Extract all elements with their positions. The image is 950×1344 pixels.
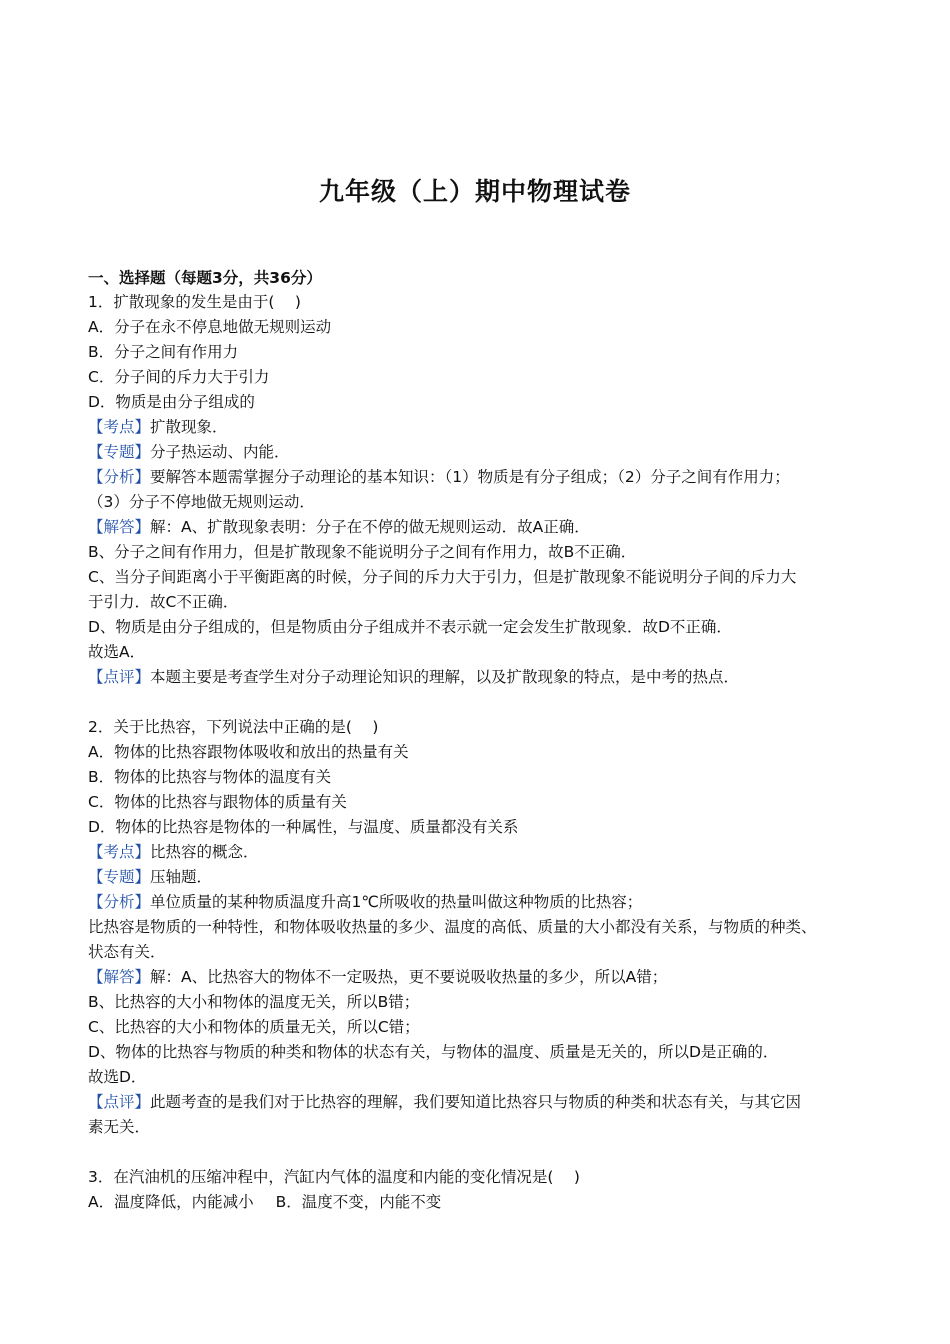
kaodian-tag: 【考点】	[88, 843, 151, 861]
dianping-text: 此题考查的是我们对于比热容的理解，我们要知道比热容只与物质的种类和状态有关，与其它因	[150, 1093, 802, 1111]
q1-kaodian	[88, 415, 878, 440]
q2-option-c: C．物体的比热容与跟物体的质量有关	[88, 793, 347, 811]
jieda-tag: 【解答】	[88, 968, 151, 986]
zhuanti-text: 压轴题．	[150, 868, 213, 886]
q1-dianping	[88, 665, 878, 690]
q1-jieda	[88, 515, 878, 540]
q2-jieda-c: C、比热容的大小和物体的质量无关，所以C错；	[88, 1018, 420, 1036]
question-content	[88, 290, 878, 1215]
dianping-text: 本题主要是考查学生对分子动理论知识的理解，以及扩散现象的特点，是中考的热点．	[150, 668, 740, 686]
q2-jieda-b: B、比热容的大小和物体的温度无关，所以B错；	[88, 993, 420, 1011]
question-2-stem: 2．关于比热容，下列说法中正确的是( )	[88, 718, 379, 736]
q2-option-a: A．物体的比热容跟物体吸收和放出的热量有关	[88, 743, 409, 761]
spacer	[88, 690, 878, 715]
q1-option-a: A．分子在永不停息地做无规则运动	[88, 318, 332, 336]
dianping-tag: 【点评】	[88, 668, 151, 686]
q1-fenxi-cont: （3）分子不停地做无规则运动．	[88, 493, 315, 511]
q2-answer: 故选D．	[88, 1068, 147, 1086]
q2-kaodian	[88, 840, 878, 865]
zhuanti-tag: 【专题】	[88, 868, 151, 886]
fenxi-tag: 【分析】	[88, 893, 151, 911]
q1-option-b: B．分子之间有作用力	[88, 343, 239, 361]
q3-option-a: A．温度降低，内能减小	[88, 1193, 254, 1211]
q1-fenxi	[88, 465, 878, 490]
q2-option-b: B．物体的比热容与物体的温度有关	[88, 768, 332, 786]
q1-option-d: D．物质是由分子组成的	[88, 393, 255, 411]
q3-option-b: B．温度不变，内能不变	[275, 1193, 442, 1211]
question-3-stem: 3．在汽油机的压缩冲程中，汽缸内气体的温度和内能的变化情况是( )	[88, 1168, 580, 1186]
fenxi-tag: 【分析】	[88, 468, 151, 486]
kaodian-tag: 【考点】	[88, 418, 151, 436]
page-title: 九年级（上）期中物理试卷	[318, 177, 631, 206]
question-1-stem: 1．扩散现象的发生是由于( )	[88, 293, 301, 311]
zhuanti-text: 分子热运动、内能．	[150, 443, 290, 461]
jieda-text: 解：A、比热容大的物体不一定吸热，更不要说吸收热量的多少，所以A错；	[150, 968, 668, 986]
jieda-tag: 【解答】	[88, 518, 151, 536]
q1-answer: 故选A．	[88, 643, 146, 661]
jieda-text: 解：A、扩散现象表明：分子在不停的做无规则运动．故A正确．	[150, 518, 590, 536]
spacer	[88, 1140, 878, 1165]
q1-jieda-b: B、分子之间有作用力，但是扩散现象不能说明分子之间有作用力，故B不正确．	[88, 543, 637, 561]
kaodian-text: 比热容的概念．	[150, 843, 259, 861]
q2-dianping	[88, 1090, 878, 1115]
q2-dianping-cont: 素无关．	[88, 1118, 151, 1136]
q1-jieda-d: D、物质是由分子组成的，但是物质由分子组成并不表示就一定会发生扩散现象．故D不正确．	[88, 618, 732, 636]
q2-option-d: D．物体的比热容是物体的一种属性，与温度、质量都没有关系	[88, 818, 519, 836]
q1-zhuanti	[88, 440, 878, 465]
q2-fenxi-cont: 比热容是物质的一种特性，和物体吸收热量的多少、温度的高低、质量的大小都没有关系，与物质的种类、	[88, 918, 817, 936]
kaodian-text: 扩散现象．	[150, 418, 228, 436]
q2-zhuanti	[88, 865, 878, 890]
fenxi-text: 要解答本题需掌握分子动理论的基本知识：（1）物质是有分子组成；（2）分子之间有作用力；	[150, 468, 790, 486]
q2-jieda	[88, 965, 878, 990]
fenxi-text: 单位质量的某种物质温度升高1℃所吸收的热量叫做这种物质的比热容；	[150, 893, 643, 911]
zhuanti-tag: 【专题】	[88, 443, 151, 461]
q2-jieda-d: D、物体的比热容与物质的种类和物体的状态有关，与物体的温度、质量是无关的，所以D是正确的．	[88, 1043, 779, 1061]
q1-jieda-c: C、当分子间距离小于平衡距离的时候，分子间的斥力大于引力，但是扩散现象不能说明分子间的斥力大	[88, 568, 797, 586]
q3-options-row	[88, 1190, 878, 1215]
q2-fenxi-cont-2: 状态有关．	[88, 943, 166, 961]
section-heading: 一、选择题（每题3分，共36分）	[88, 269, 322, 287]
dianping-tag: 【点评】	[88, 1093, 151, 1111]
q1-option-c: C．分子间的斥力大于引力	[88, 368, 270, 386]
q2-fenxi	[88, 890, 878, 915]
q1-jieda-c-cont: 于引力．故C不正确．	[88, 593, 239, 611]
